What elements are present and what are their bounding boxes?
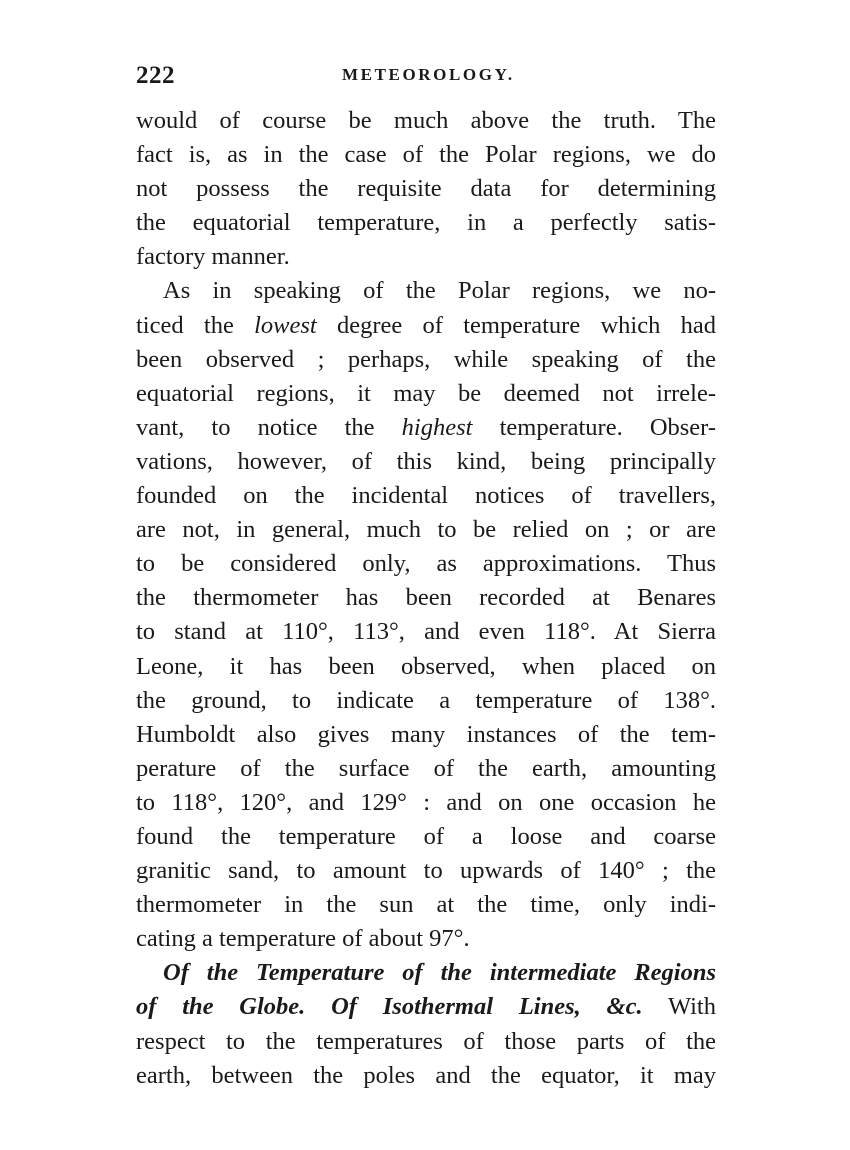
text-line: earth, between the poles and the equator, it may — [136, 1061, 716, 1089]
text-line: fact is, as in the case of the Polar regions, we do — [136, 141, 716, 169]
page-number: 222 — [136, 62, 175, 89]
text-line: perature of the surface of the earth, amounting — [136, 754, 716, 782]
text-line: not possess the requisite data for determining — [136, 175, 716, 203]
text-line: cating a temperature of about 97°. — [136, 925, 470, 953]
running-head — [136, 62, 716, 94]
paragraph-1 — [136, 104, 716, 274]
text-line: to be considered only, as approximations. Thus — [136, 550, 716, 578]
body-text — [136, 104, 716, 1093]
text-line: the equatorial temperature, in a perfectly satis- — [136, 209, 716, 237]
text-line: are not, in general, much to be relied on ; or are — [136, 516, 716, 544]
text-line: the ground, to indicate a temperature of 138°. — [136, 686, 716, 714]
text-line: equatorial regions, it may be deemed not irrele- — [136, 379, 716, 407]
text-line: Humboldt also gives many instances of the tem- — [136, 720, 716, 748]
text-line — [136, 990, 716, 1024]
text-line: thermometer in the sun at the time, only indi- — [136, 891, 716, 919]
running-title: METEOROLOGY. — [342, 65, 515, 84]
text-run: degree of temperature which had — [316, 311, 716, 339]
text-line: to 118°, 120°, and 129° : and on one occasion he — [136, 788, 716, 816]
emphasis-highest: highest — [401, 413, 473, 441]
text-line: granitic sand, to amount to upwards of 140° ; the — [136, 857, 716, 885]
text-line: been observed ; perhaps, while speaking of the — [136, 345, 716, 373]
text-line: vations, however, of this kind, being principally — [136, 447, 716, 475]
text-line — [136, 411, 716, 445]
text-line: factory manner. — [136, 243, 290, 271]
text-run: temperature. Obser- — [472, 413, 716, 441]
emphasis-lowest: lowest — [254, 311, 317, 339]
text-run: vant, to notice the — [136, 413, 402, 441]
text-line: the thermometer has been recorded at Benares — [136, 584, 716, 612]
section-heading: Of the Temperature of the intermediate Regions — [163, 959, 716, 987]
text-line: As in speaking of the Polar regions, we no- — [163, 277, 716, 305]
section-heading-line — [136, 956, 716, 990]
section-heading: of the Globe. Of Isothermal Lines, &c. — [136, 993, 643, 1021]
text-line: Leone, it has been observed, when placed on — [136, 652, 716, 680]
paragraph-2 — [136, 274, 716, 956]
text-line: to stand at 110°, 113°, and even 118°. At Sierra — [136, 618, 716, 646]
text-line — [136, 309, 716, 343]
text-run: ticed the — [136, 311, 255, 339]
text-run: With — [642, 993, 716, 1021]
text-line: found the temperature of a loose and coarse — [136, 822, 716, 850]
text-line: founded on the incidental notices of travellers, — [136, 482, 716, 510]
paragraph-3 — [136, 956, 716, 1092]
text-line: respect to the temperatures of those parts of the — [136, 1027, 716, 1055]
text-line: would of course be much above the truth. The — [136, 107, 716, 134]
